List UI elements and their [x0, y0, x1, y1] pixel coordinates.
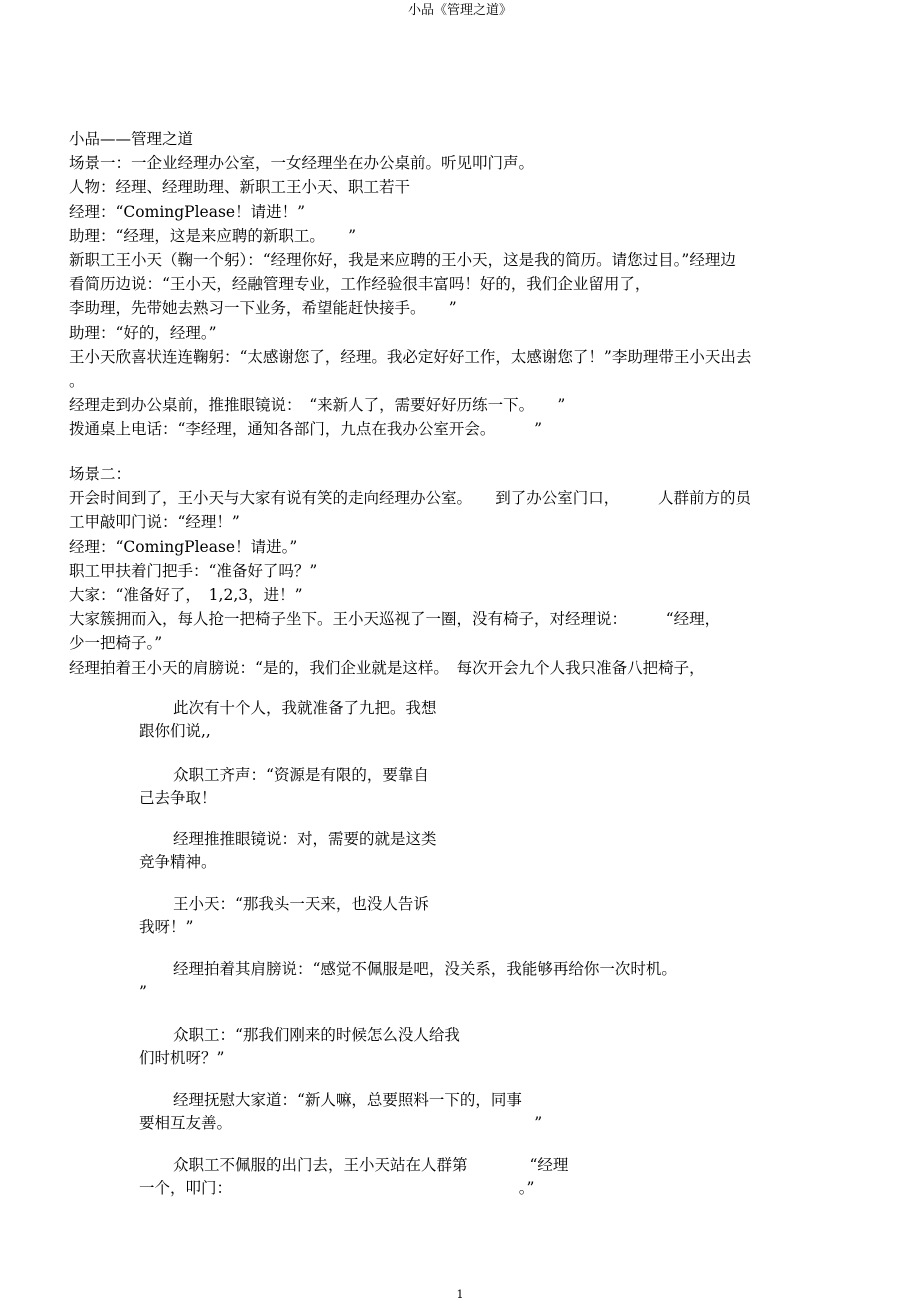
paragraph-second-line: ”: [139, 982, 147, 1001]
scene-two-line: 工甲敲叩门说：“经理！”: [69, 513, 240, 532]
paragraph-first-line: 经理推推眼镜说：对，需要的就是这类: [173, 830, 437, 848]
dialogue-line: 助理：“经理，这是来应聘的新职工。 ”: [69, 226, 357, 245]
dialogue-line: 看简历边说：“王小天，经融管理专业，工作经验很丰富吗！好的，我们企业留用了，: [69, 275, 651, 294]
scene-two-heading: 场景二：: [69, 465, 132, 483]
dialogue-line: 助理：“好的，经理。”: [69, 323, 217, 342]
paragraph-first-line: 经理抚慰大家道：“新人嘛，总要照料一下的，同事: [173, 1091, 522, 1109]
paragraph-second-line: 跟你们说,,: [139, 721, 211, 740]
dialogue-line: 拨通桌上电话：“李经理，通知各部门，九点在我办公室开会。 ”: [69, 420, 543, 439]
column-paragraph: [139, 1089, 639, 1134]
paragraph-second-line: 己去争取！: [139, 788, 217, 807]
scene-two-line: 少一把椅子。”: [69, 634, 163, 653]
column-paragraph: [139, 764, 639, 809]
scene-two-line: 大家簇拥而入，每人抢一把椅子坐下。王小天巡视了一圈，没有椅子，对经理说： “经理，: [69, 610, 721, 629]
dialogue-line: 李助理，先带她去熟习一下业务，希望能赶快接手。 ”: [69, 299, 457, 318]
scene-two-line: 开会时间到了，王小天与大家有说有笑的走向经理办公室。 到了办公室门口， 人群前方的员: [69, 489, 752, 508]
paragraph-second-line: 一个，叩门： 。”: [139, 1178, 535, 1197]
page-number: 1: [456, 1288, 464, 1301]
column-paragraph: [139, 893, 639, 938]
paragraph-second-line: 们时机呀？”: [139, 1048, 225, 1067]
scene-two-line: 职工甲扶着门把手：“准备好了吗？”: [69, 561, 318, 580]
column-paragraph: [139, 828, 639, 873]
dialogue-line: 新职工王小天（鞠一个躬）：“经理你好，我是来应聘的王小天，这是我的简历。请您过目。”经理边: [69, 251, 736, 270]
characters-line: 人物：经理、经理助理、新职工王小天、职工若干: [69, 178, 411, 197]
column-paragraph: [139, 958, 677, 1003]
dialogue-line: 经理：“ComingPlease！请进！”: [69, 202, 306, 221]
paragraph-first-line: 众职工齐声：“资源是有限的，要靠自: [173, 766, 429, 784]
scene-one-section: [69, 127, 859, 442]
paragraph-first-line: 此次有十个人，我就准备了九把。我想: [173, 699, 437, 717]
script-title: 小品——管理之道: [69, 130, 194, 148]
column-paragraph: [139, 1154, 639, 1199]
paragraph-second-line: 要相互友善。 ”: [139, 1113, 543, 1132]
page-header: 小品《管理之道》: [407, 3, 512, 18]
column-paragraph: [139, 1024, 639, 1069]
scene-two-line: 经理拍着王小天的肩膀说：“是的，我们企业就是这样。 每次开会九个人我只准备八把椅子，: [69, 658, 705, 677]
scene-two-section: [69, 462, 859, 680]
paragraph-first-line: 众职工：“那我们刚来的时候怎么没人给我: [173, 1026, 460, 1044]
paragraph-second-line: 我呀！”: [139, 917, 194, 936]
column-paragraph: [139, 697, 639, 742]
scene-two-line: 大家：“准备好了， 1,2,3，进！”: [69, 586, 303, 605]
dialogue-line: 王小天欣喜状连连鞠躬：“太感谢您了，经理。我必定好好工作，太感谢您了！”李助理带王小天出去: [69, 347, 752, 366]
paragraph-first-line: 经理拍着其肩膀说：“感觉不佩服是吧，没关系，我能够再给你一次时机。: [173, 960, 677, 978]
paragraph-second-line: 竞争精神。: [139, 852, 217, 871]
scene-one-setting: 场景一：一企业经理办公室，一女经理坐在办公桌前。听见叩门声。: [69, 154, 535, 173]
dialogue-line: 。: [69, 372, 85, 391]
paragraph-first-line: 众职工不佩服的出门去，王小天站在人群第 “经理: [173, 1156, 569, 1174]
dialogue-line: 经理走到办公桌前，推推眼镜说： “来新人了，需要好好历练一下。 ”: [69, 396, 566, 415]
scene-two-line: 经理：“ComingPlease！请进。”: [69, 537, 298, 556]
paragraph-first-line: 王小天：“那我头一天来，也没人告诉: [173, 895, 429, 913]
